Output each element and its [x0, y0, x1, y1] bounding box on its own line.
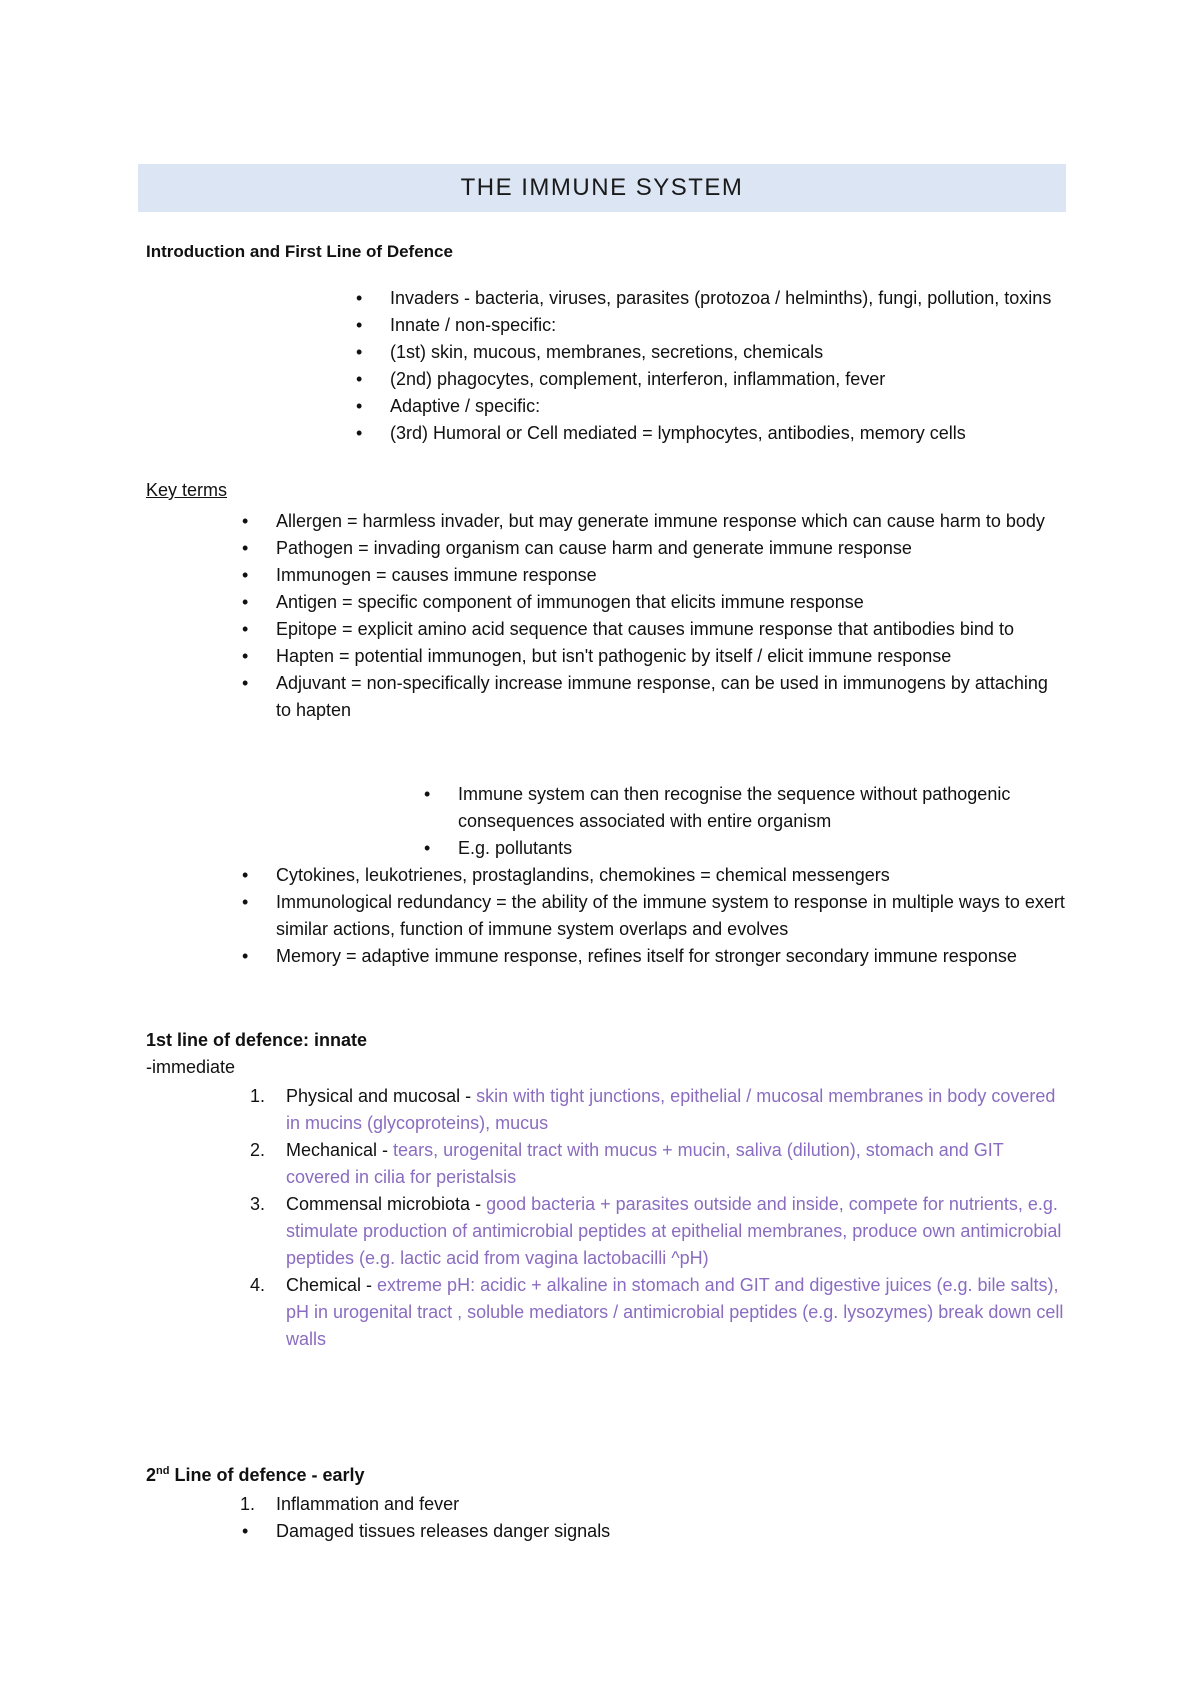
- list-item: 3. Commensal microbiota - good bacteria + parasites outside and inside, compete for nutrients, e.g. stimulate production of antimicrobial peptides at epithelial membranes, produce own antimicrobial peptides (e.g. lactic acid from vagina lactobacilli ^pH): [286, 1191, 1066, 1272]
- bullet-icon: •: [242, 646, 249, 666]
- first-line-numbered-list: [250, 1083, 1066, 1353]
- item-label: Chemical: [286, 1275, 362, 1295]
- list-item: • (3rd) Humoral or Cell mediated = lymphocytes, antibodies, memory cells: [390, 420, 1070, 447]
- key-terms-list-continued: [242, 862, 1066, 970]
- item-detail: extreme pH: acidic + alkaline in stomach and GIT and digestive juices (e.g. bile salts), pH in urogenital tract , soluble mediators / antimicrobial peptides (e.g. lysozymes) break down cell walls: [286, 1275, 1064, 1349]
- list-item: • Pathogen = invading organism can cause harm and generate immune response: [276, 535, 1066, 562]
- list-item: • Immune system can then recognise the sequence without pathogenic consequences associated with entire organism: [458, 781, 1018, 835]
- bullet-icon: •: [242, 565, 249, 585]
- item-detail: good bacteria + parasites outside and inside, compete for nutrients, e.g. stimulate production of antimicrobial peptides at epithelial membranes, produce own antimicrobial peptides (e.g. lactic acid from vagina lactobacilli ^pH): [286, 1194, 1062, 1268]
- bullet-icon: •: [242, 511, 249, 531]
- list-item: • Antigen = specific component of immunogen that elicits immune response: [276, 589, 1066, 616]
- key-terms-sublist: [424, 781, 1018, 862]
- list-item: • Innate / non-specific:: [390, 312, 1070, 339]
- list-number: 2.: [250, 1140, 266, 1160]
- list-number: 4.: [250, 1275, 266, 1295]
- list-item: • Invaders - bacteria, viruses, parasites (protozoa / helminths), fungi, pollution, toxins: [390, 285, 1070, 312]
- bullet-icon: •: [242, 865, 249, 885]
- list-item: 2. Mechanical - tears, urogenital tract with mucus + mucin, saliva (dilution), stomach and GIT covered in cilia for peristalsis: [286, 1137, 1066, 1191]
- bullet-icon: •: [242, 592, 249, 612]
- list-item: • Immunological redundancy = the ability of the immune system to response in multiple ways to exert similar actions, function of immune system overlaps and evolves: [276, 889, 1066, 943]
- bullet-icon: •: [242, 538, 249, 558]
- bullet-icon: •: [356, 369, 363, 389]
- key-terms-heading: Key terms: [146, 480, 228, 500]
- list-item: 4. Chemical - extreme pH: acidic + alkaline in stomach and GIT and digestive juices (e.g. bile salts), pH in urogenital tract , soluble mediators / antimicrobial peptides (e.g. lysozymes) break down cell walls: [286, 1272, 1066, 1353]
- list-number: 1.: [250, 1086, 266, 1106]
- second-line-bullet-list: [242, 1518, 1056, 1545]
- item-label: Commensal microbiota: [286, 1194, 471, 1214]
- list-item: • Adjuvant = non-specifically increase immune response, can be used in immunogens by attaching to hapten: [276, 670, 1066, 724]
- bullet-icon: •: [242, 619, 249, 639]
- intro-heading: Introduction and First Line of Defence: [146, 242, 453, 261]
- key-terms-list: [242, 508, 1066, 724]
- bullet-icon: •: [356, 396, 363, 416]
- intro-bullet-list: [356, 285, 1070, 447]
- list-item: • Damaged tissues releases danger signals: [276, 1518, 1056, 1545]
- list-item: • Cytokines, leukotrienes, prostaglandins, chemokines = chemical messengers: [276, 862, 1066, 889]
- list-item: • Memory = adaptive immune response, refines itself for stronger secondary immune response: [276, 943, 1066, 970]
- item-label: Physical and mucosal: [286, 1086, 461, 1106]
- bullet-icon: •: [424, 784, 431, 804]
- bullet-icon: •: [242, 892, 249, 912]
- list-item: • (1st) skin, mucous, membranes, secretions, chemicals: [390, 339, 1070, 366]
- bullet-icon: •: [356, 342, 363, 362]
- page-title: THE IMMUNE SYSTEM: [138, 164, 1066, 212]
- bullet-icon: •: [242, 673, 249, 693]
- list-item: • Hapten = potential immunogen, but isn't pathogenic by itself / elicit immune response: [276, 643, 1066, 670]
- item-detail: tears, urogenital tract with mucus + mucin, saliva (dilution), stomach and GIT covered in cilia for peristalsis: [286, 1140, 1004, 1187]
- list-item: • Epitope = explicit amino acid sequence that causes immune response that antibodies bind to: [276, 616, 1066, 643]
- list-item: 1. Physical and mucosal - skin with tight junctions, epithelial / mucosal membranes in body covered in mucins (glycoproteins), mucus: [286, 1083, 1066, 1137]
- bullet-icon: •: [242, 1521, 249, 1541]
- bullet-icon: •: [242, 946, 249, 966]
- list-number: 1.: [240, 1494, 256, 1514]
- second-line-numbered-list: [240, 1491, 1056, 1518]
- second-line-heading: 2nd Line of defence - early: [146, 1465, 365, 1485]
- list-item: 1. Inflammation and fever: [276, 1491, 1056, 1518]
- list-item: • Allergen = harmless invader, but may generate immune response which can cause harm to body: [276, 508, 1066, 535]
- bullet-icon: •: [356, 288, 363, 308]
- bullet-icon: •: [356, 315, 363, 335]
- item-detail: skin with tight junctions, epithelial / mucosal membranes in body covered in mucins (glycoproteins), mucus: [286, 1086, 1056, 1133]
- list-item: • E.g. pollutants: [458, 835, 1018, 862]
- first-line-subtitle: -immediate: [146, 1057, 236, 1077]
- item-label: Mechanical: [286, 1140, 378, 1160]
- list-item: • Adaptive / specific:: [390, 393, 1070, 420]
- bullet-icon: •: [356, 423, 363, 443]
- first-line-heading: 1st line of defence: innate: [146, 1030, 368, 1050]
- list-number: 3.: [250, 1194, 266, 1214]
- bullet-icon: •: [424, 838, 431, 858]
- list-item: • (2nd) phagocytes, complement, interferon, inflammation, fever: [390, 366, 1070, 393]
- list-item: • Immunogen = causes immune response: [276, 562, 1066, 589]
